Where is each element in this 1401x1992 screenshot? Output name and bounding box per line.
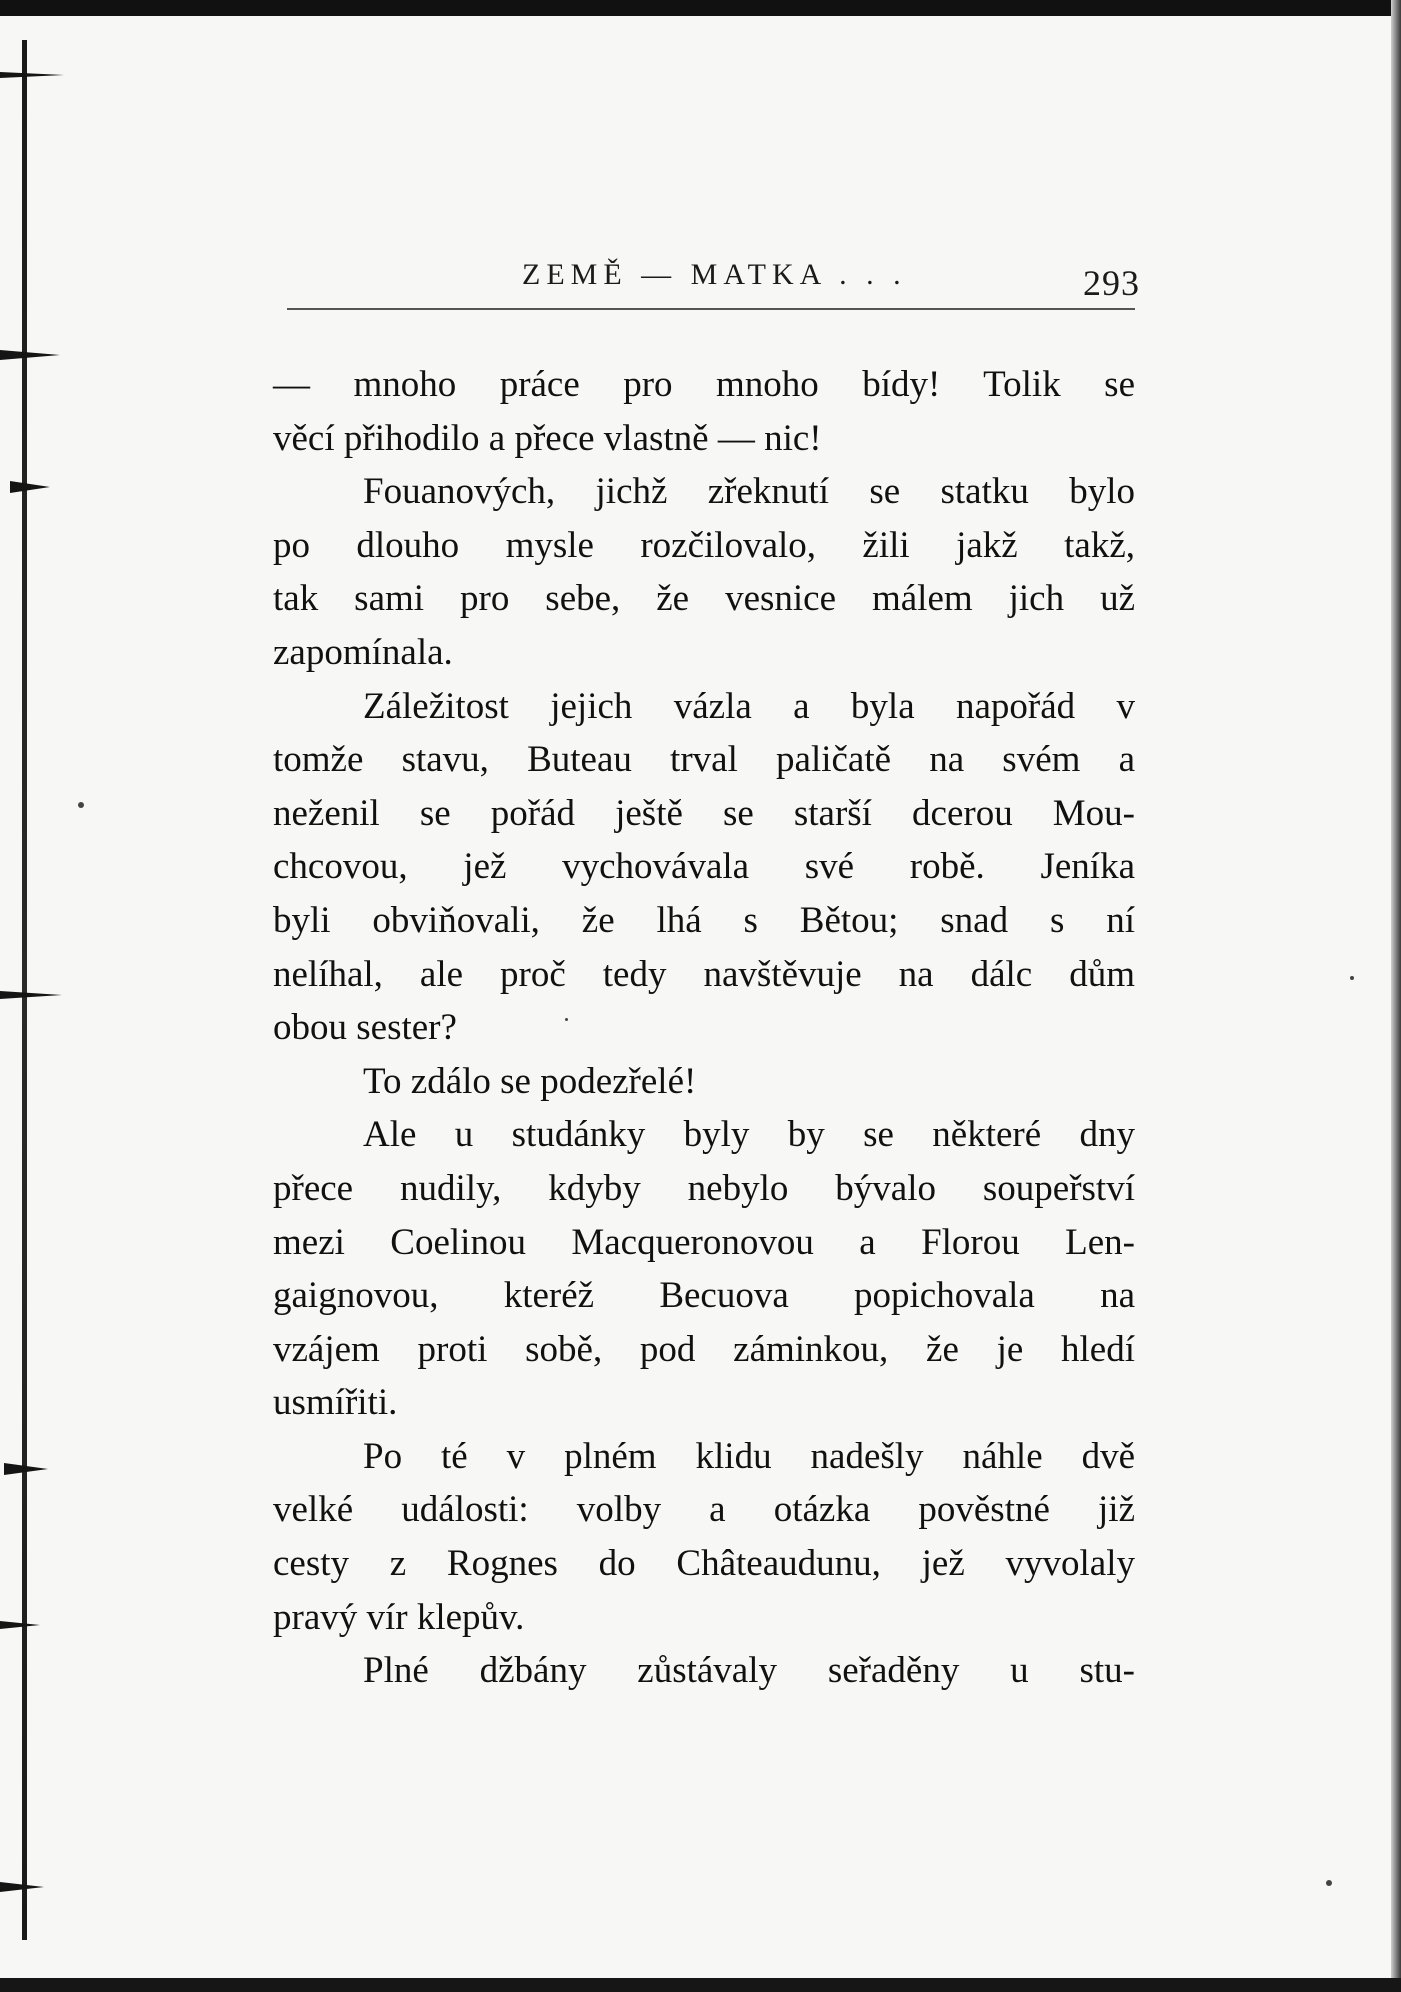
running-title: ZEMĚ — MATKA . . . [522, 258, 907, 291]
text-line: gaignovou, kteréž Becuova popichovala na [273, 1275, 1135, 1317]
running-header [287, 248, 1140, 303]
text-line: tak sami pro sebe, že vesnice málem jich už [273, 578, 1135, 620]
scan-speck [1326, 1880, 1332, 1886]
text-line: cesty z Rognes do Châteaudunu, jež vyvolaly [273, 1543, 1135, 1585]
scan-speck [1350, 976, 1354, 980]
binding-thread-mark [0, 66, 64, 84]
binding-thread-mark [0, 346, 64, 364]
page-top-edge [0, 0, 1401, 16]
text-line: neženil se pořád ještě se starší dcerou Mou- [273, 792, 1135, 834]
text-line: Záležitost jejich vázla a byla napořád v [363, 685, 1135, 727]
text-line: To zdálo se podezřelé! [363, 1060, 697, 1102]
page-number: 293 [1083, 263, 1140, 303]
header-rule [287, 308, 1135, 310]
text-line: Po té v plném klidu nadešly náhle dvě [363, 1435, 1135, 1477]
binding-thread-mark [0, 1460, 64, 1478]
text-line: po dlouho mysle rozčilovalo, žili jakž takž, [273, 524, 1135, 566]
binding-thread-mark [0, 1616, 64, 1634]
page-right-edge [1391, 0, 1401, 1992]
text-line: zapomínala. [273, 631, 453, 673]
text-line: mezi Coelinou Macqueronovou a Florou Len- [273, 1221, 1135, 1263]
text-line: obou sester? [273, 1007, 457, 1049]
body-text [273, 358, 1135, 1698]
text-line: chcovou, jež vychovávala své robě. Jeníka [273, 846, 1135, 888]
text-line: vzájem proti sobě, pod záminkou, že je hledí [273, 1328, 1135, 1370]
text-line: Ale u studánky byly by se některé dny [363, 1114, 1135, 1156]
text-line: věcí přihodilo a přece vlastně — nic! [273, 417, 822, 459]
text-line: nelíhal, ale proč tedy navštěvuje na dálc dům [273, 953, 1135, 995]
page-bottom-edge [0, 1978, 1401, 1992]
text-line: byli obviňovali, že lhá s Bětou; snad s ní [273, 899, 1135, 941]
text-line: tomže stavu, Buteau trval paličatě na svém a [273, 739, 1135, 781]
text-line: velké události: volby a otázka pověstné již [273, 1489, 1135, 1531]
text-line: Plné džbány zůstávaly seřaděny u stu- [363, 1650, 1135, 1692]
text-line: usmířiti. [273, 1382, 398, 1424]
scan-speck [78, 802, 84, 808]
binding-thread-mark [0, 986, 64, 1004]
text-line: Fouanových, jichž zřeknutí se statku bylo [363, 471, 1135, 513]
text-line: pravý vír klepův. [273, 1596, 525, 1638]
binding-thread-mark [0, 478, 64, 496]
text-line: přece nudily, kdyby nebylo bývalo soupeřství [273, 1167, 1135, 1209]
binding-thread-mark [0, 1878, 64, 1896]
text-line: — mnoho práce pro mnoho bídy! Tolik se [273, 364, 1135, 405]
